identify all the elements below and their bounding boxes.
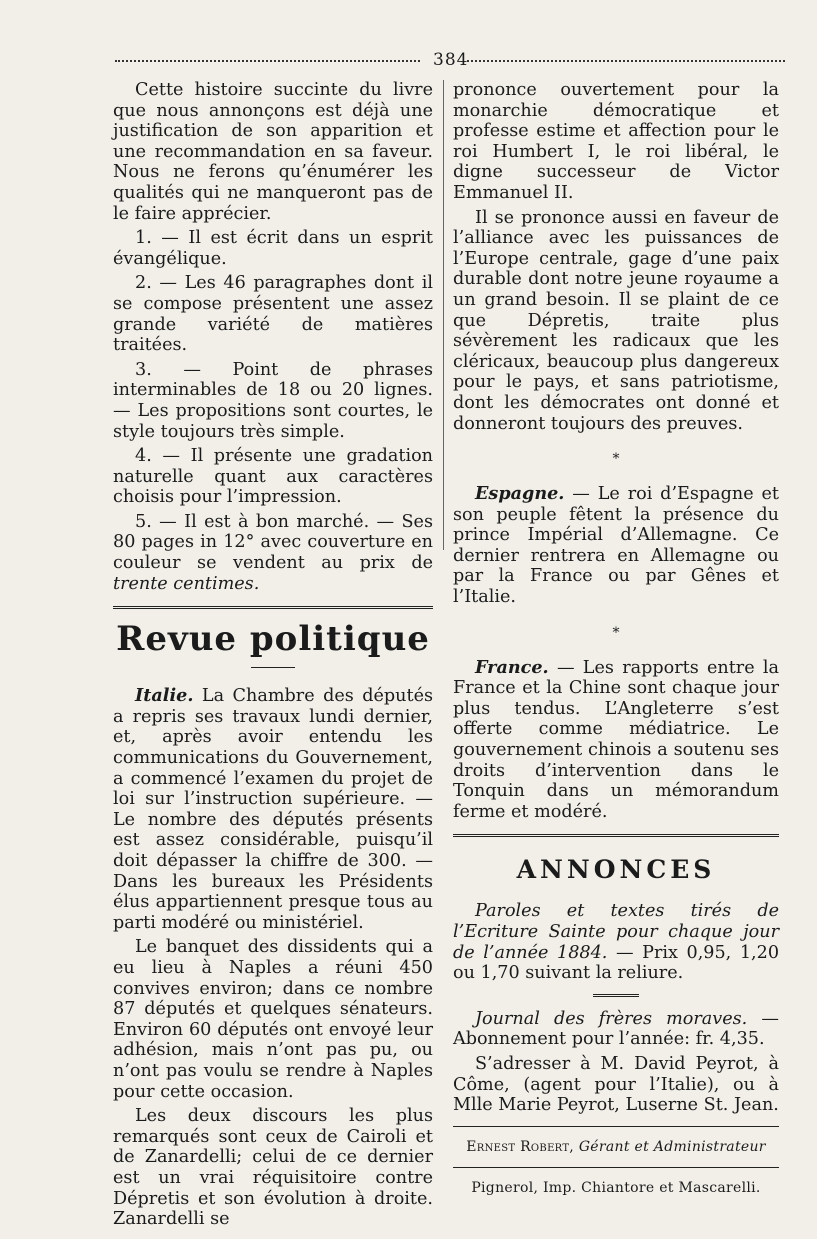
header-wave-right xyxy=(467,60,785,62)
italie-text: La Chambre des députés a repris ses travaux lundi dernier, et, après avoir entendu les communications du Gouvernement, a commencé l’examen du projet de loi sur l’instruction supérieure. — Le nombre des députés présents est assez considérable, puisqu’il doit dépasser la chiffre de 300. — Dans les bureaux les Présidents élus appartiennent presque tous au parti modéré ou ministériel. xyxy=(113,686,434,933)
header-wave-left xyxy=(115,60,420,62)
section-title: Revue politique xyxy=(116,619,430,660)
section-separator xyxy=(113,606,433,609)
espagne-text: — Le roi d’Espagne et son peuple fêtent la présence du prince Impérial d’Allemagne. Ce dernier rentrera en Allemagne ou par la France ou par Gênes et l’Italie. xyxy=(453,484,780,608)
annonce-2 xyxy=(453,1009,779,1050)
title-underline xyxy=(251,667,295,668)
italie-lead: Italie. xyxy=(135,685,194,707)
annonce-1-italic: Paroles et textes tirés de l’Ecriture Sainte pour chaque jour de l’année 1884. xyxy=(453,901,779,963)
annonces-title: ANNONCES xyxy=(516,855,716,885)
continuation-paragraph: prononce ouvertement pour la monarchie démocratique et professe estime et affection pour le roi Humbert I, le roi libéral, le digne successeur de Victor Emmanuel II. xyxy=(453,80,779,203)
italie-paragraph xyxy=(113,686,433,933)
annonce-2-italic: Journal des frères moraves. xyxy=(475,1008,748,1029)
annonce-double-rule xyxy=(593,994,639,997)
right-column xyxy=(453,80,779,1239)
quality-2: 2. — Les 46 paragraphes dont il se compose présentent une assez grande variété de matières traitées. xyxy=(113,273,433,356)
annonce-1 xyxy=(453,901,779,983)
gerant-line xyxy=(453,1137,779,1157)
page-number: 384 xyxy=(433,50,469,70)
star-separator-2: * xyxy=(612,624,620,641)
annonce-2-address: S’adresser à M. David Peyrot, à Côme, (agent pour l’Italie), ou à Mlle Marie Peyrot, Luserne St. Jean. xyxy=(453,1053,779,1116)
espagne-paragraph xyxy=(453,484,779,608)
quality-1: 1. — Il est écrit dans un esprit évangélique. xyxy=(113,228,433,269)
page-header xyxy=(115,50,785,70)
france-lead: France. xyxy=(475,656,549,678)
annonce-1-text: — Prix 0,95, 1,20 ou 1,70 suivant la reliure. xyxy=(453,942,780,984)
gerant-name: Ernest Robert, xyxy=(466,1138,575,1155)
france-paragraph xyxy=(453,658,779,823)
left-column xyxy=(113,80,433,1239)
discours-paragraph: Les deux discours les plus remarqués sont ceux de Cairoli et de Zanardelli; celui de ce dernier est un vrai réquisitoire contre Dépretis et son évolution à droite. Zanardelli se xyxy=(113,1106,433,1230)
footer-rule-2 xyxy=(453,1167,779,1168)
quality-5 xyxy=(113,512,433,594)
annonces-separator xyxy=(453,834,779,837)
star-separator-1: * xyxy=(612,451,620,468)
annonce-2-text: — Abonnement pour l’année: fr. 4,35. xyxy=(453,1008,779,1050)
quality-5-text: 5. — Il est à bon marché. — Ses 80 pages in 12° avec couverture en couleur se vendent au prix de xyxy=(113,511,433,574)
france-text: — Les rapports entre la France et la Chine sont chaque jour plus tendus. L’Angleterre s’est offerte comme médiatrice. Le gouvernement chinois a soutenu ses droits d’intervention dans le Tonquin dans un mémorandum ferme et modéré. xyxy=(453,657,779,822)
gerant-title: Gérant et Administrateur xyxy=(578,1138,766,1155)
footer-rule-1 xyxy=(453,1126,779,1127)
price-italic: trente centimes. xyxy=(113,573,260,594)
quality-3: 3. — Point de phrases interminables de 18 ou 20 lignes. — Les propositions sont courtes, le style toujours très simple. xyxy=(113,359,433,442)
column-divider xyxy=(443,80,444,550)
intro-paragraph: Cette histoire succinte du livre que nous annonçons est déjà une justification de son apparition et une recommandation en sa faveur. Nous ne ferons qu’énumérer les qualités qui ne manqueront pas de le faire apprécier. xyxy=(113,80,433,224)
quality-4: 4. — Il présente une gradation naturelle quant aux caractères choisis pour l’impression. xyxy=(113,446,433,508)
alliance-paragraph: Il se prononce aussi en faveur de l’alliance avec les puissances de l’Europe centrale, gage d’une paix durable dont notre jeune royaume a un grand besoin. Il se plaint de ce que Dépretis, traite plus sévèrement les radicaux que les cléricaux, beaucoup plus dangereux pour le pays, et sans patriotisme, dont les démocrates ont donné et donneront toujours des preuves. xyxy=(453,207,779,434)
banquet-paragraph: Le banquet des dissidents qui a eu lieu à Naples a réuni 450 convives environ; dans ce nombre 87 députés et quelques sénateurs. Environ 60 députés ont envoyé leur adhésion, mais n’ont pas pu, ou n’ont pas voulu se rendre à Naples pour cette occasion. xyxy=(113,937,433,1102)
imprimerie-line: Pignerol, Imp. Chiantore et Mascarelli. xyxy=(471,1179,761,1196)
espagne-lead: Espagne. xyxy=(475,483,565,505)
